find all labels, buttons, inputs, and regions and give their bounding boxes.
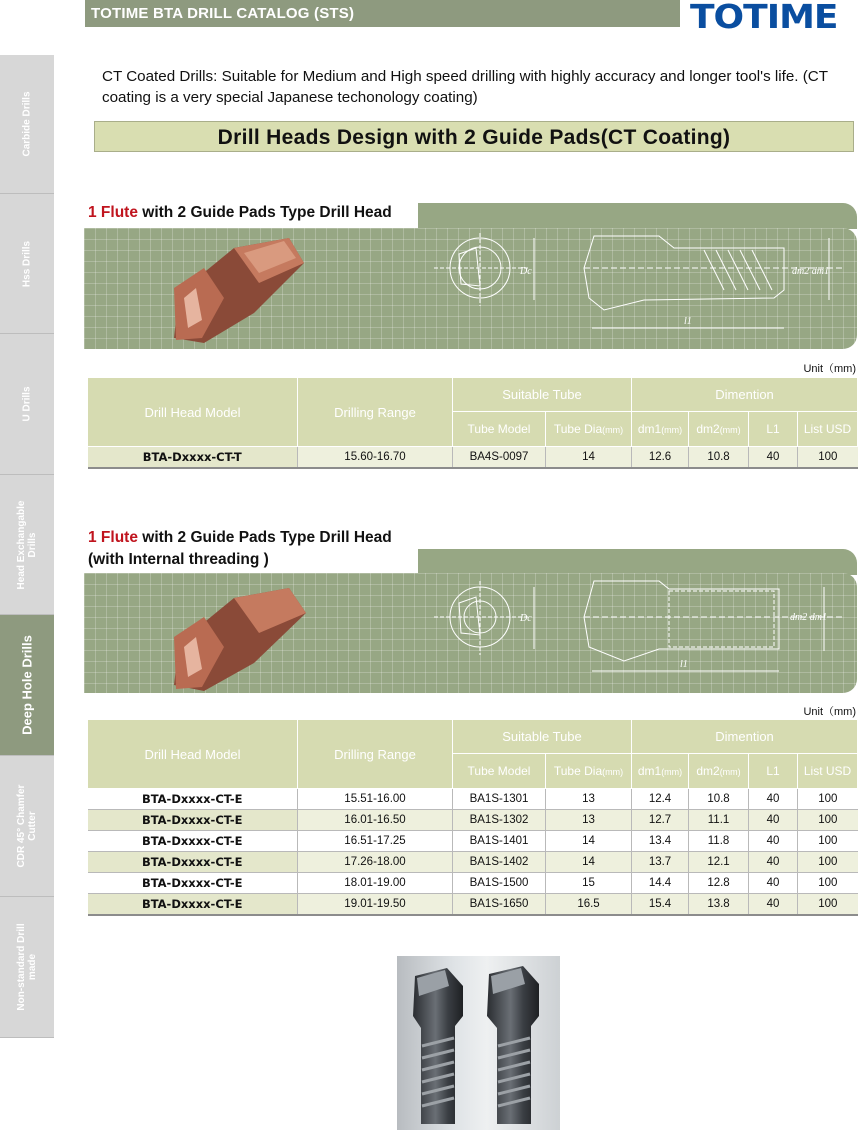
front-view-icon bbox=[434, 581, 534, 655]
cell-model: BTA-Dxxxx-CT-E bbox=[88, 810, 298, 831]
banner-text: Drill Heads Design with 2 Guide Pads(CT Coating) bbox=[217, 126, 731, 149]
section2-title bbox=[88, 527, 392, 571]
intro-text: CT Coated Drills: Suitable for Medium and High speed drilling with highly accuracy and longer tool's life. (CT coating is a very special Japanese techonology coating) bbox=[102, 68, 828, 106]
cell-dm2: 12.1 bbox=[689, 852, 749, 873]
cell-range: 19.01-19.50 bbox=[298, 894, 453, 916]
cell-l1: 40 bbox=[749, 810, 798, 831]
dim-l1: l1 bbox=[680, 659, 688, 670]
sidebar-tab-deep-hole-drills[interactable] bbox=[0, 615, 54, 756]
catalog-title-bar bbox=[85, 0, 680, 27]
cell-tube-dia: 14 bbox=[546, 852, 632, 873]
table-row bbox=[88, 831, 858, 852]
section-banner bbox=[94, 121, 854, 152]
th-model: Drill Head Model bbox=[88, 720, 298, 789]
th-tube-dia: Tube Dia(mm) bbox=[546, 754, 632, 789]
cell-tube-dia: 13 bbox=[546, 810, 632, 831]
unit-label-2: Unit（mm) bbox=[803, 706, 856, 718]
cell-dm2: 12.8 bbox=[689, 873, 749, 894]
cell-model: BTA-Dxxxx-CT-E bbox=[88, 852, 298, 873]
cell-tube-model: BA1S-1500 bbox=[453, 873, 546, 894]
table-row bbox=[88, 447, 858, 469]
cell-tube-dia: 14 bbox=[546, 831, 632, 852]
cell-range: 18.01-19.00 bbox=[298, 873, 453, 894]
cell-l1: 40 bbox=[749, 831, 798, 852]
cell-dm1: 14.4 bbox=[632, 873, 689, 894]
th-tube: Suitable Tube bbox=[453, 378, 632, 412]
totime-logo: TOTIME bbox=[690, 0, 838, 37]
sidebar-tab-label: Head Exchangable Drills bbox=[16, 500, 38, 589]
drill-head-drawing-1 bbox=[84, 228, 857, 349]
cell-l1: 40 bbox=[749, 447, 798, 469]
th-model: Drill Head Model bbox=[88, 378, 298, 447]
cell-dm1: 15.4 bbox=[632, 894, 689, 916]
front-view-icon bbox=[434, 233, 534, 306]
dim-dm: dm2 dm1 bbox=[792, 266, 829, 277]
panel-tab-shape bbox=[418, 549, 857, 575]
sidebar-tab-carbide-drills[interactable] bbox=[0, 55, 54, 194]
th-list-usd: List USD bbox=[798, 754, 858, 789]
sidebar-tab-label: Carbide Drills bbox=[21, 91, 33, 157]
cell-range: 17.26-18.00 bbox=[298, 852, 453, 873]
cell-model: BTA-Dxxxx-CT-E bbox=[88, 789, 298, 810]
cell-dm2: 11.8 bbox=[689, 831, 749, 852]
drill-heads-photo bbox=[397, 956, 560, 1130]
th-dimention: Dimention bbox=[632, 720, 858, 754]
cell-tube-dia: 14 bbox=[546, 447, 632, 469]
cell-dm2: 10.8 bbox=[689, 447, 749, 469]
th-l1: L1 bbox=[749, 754, 798, 789]
spec-table-1 bbox=[87, 377, 858, 469]
sidebar-tab-cdr-chamfer-cutter[interactable] bbox=[0, 756, 54, 897]
drill-head-render-icon bbox=[174, 238, 304, 343]
cell-l1: 40 bbox=[749, 852, 798, 873]
dim-l1: l1 bbox=[684, 316, 692, 327]
dim-dm: dm2 dm1 bbox=[790, 612, 827, 623]
title-flute: 1 Flute bbox=[88, 529, 138, 546]
cell-range: 15.60-16.70 bbox=[298, 447, 453, 469]
cell-dm1: 13.4 bbox=[632, 831, 689, 852]
cell-range: 15.51-16.00 bbox=[298, 789, 453, 810]
th-dm2: dm2(mm) bbox=[689, 412, 749, 447]
drill-head-drawing-2 bbox=[84, 573, 857, 693]
cell-dm2: 11.1 bbox=[689, 810, 749, 831]
sidebar-tab-label: Non-standard Drill made bbox=[16, 923, 38, 1011]
sidebar-tab-head-exchangable-drills[interactable] bbox=[0, 475, 54, 615]
cell-tube-dia: 15 bbox=[546, 873, 632, 894]
table-row bbox=[88, 894, 858, 916]
side-view-icon bbox=[584, 236, 844, 328]
cell-tube-model: BA1S-1402 bbox=[453, 852, 546, 873]
cell-dm1: 12.4 bbox=[632, 789, 689, 810]
cell-usd: 100 bbox=[798, 873, 858, 894]
sidebar-tab-label: CDR 45° Chamfer Cutter bbox=[16, 784, 38, 868]
drill-head-illustration-panel-1 bbox=[84, 228, 857, 349]
cell-tube-model: BA1S-1302 bbox=[453, 810, 546, 831]
th-dm2: dm2(mm) bbox=[689, 754, 749, 789]
cell-usd: 100 bbox=[798, 447, 858, 469]
cell-usd: 100 bbox=[798, 852, 858, 873]
title-line2: (with Internal threading ) bbox=[88, 551, 269, 568]
cell-dm1: 12.7 bbox=[632, 810, 689, 831]
table-row bbox=[88, 873, 858, 894]
th-list-usd: List USD bbox=[798, 412, 858, 447]
drill-heads-photo-icon bbox=[397, 956, 560, 1130]
panel-tab-shape bbox=[418, 203, 857, 229]
th-tube: Suitable Tube bbox=[453, 720, 632, 754]
cell-l1: 40 bbox=[749, 789, 798, 810]
cell-dm2: 13.8 bbox=[689, 894, 749, 916]
cell-dm2: 10.8 bbox=[689, 789, 749, 810]
cell-tube-dia: 13 bbox=[546, 789, 632, 810]
cell-tube-model: BA4S-0097 bbox=[453, 447, 546, 469]
cell-range: 16.51-17.25 bbox=[298, 831, 453, 852]
th-l1: L1 bbox=[749, 412, 798, 447]
drill-head-illustration-panel-2 bbox=[84, 573, 857, 693]
th-dimention: Dimention bbox=[632, 378, 858, 412]
dim-dc: Dc bbox=[520, 266, 532, 277]
sidebar-tab-hss-drills[interactable] bbox=[0, 194, 54, 334]
th-dm1: dm1(mm) bbox=[632, 412, 689, 447]
cell-usd: 100 bbox=[798, 831, 858, 852]
sidebar-tab-label: U Drills bbox=[21, 386, 33, 422]
spec-table-2 bbox=[87, 719, 858, 916]
dim-dc: Dc bbox=[520, 613, 532, 624]
table-row bbox=[88, 852, 858, 873]
catalog-title: TOTIME BTA DRILL CATALOG (STS) bbox=[91, 5, 355, 22]
title-flute: 1 Flute bbox=[88, 204, 138, 221]
cell-dm1: 12.6 bbox=[632, 447, 689, 469]
sidebar-tab-u-drills[interactable] bbox=[0, 334, 54, 475]
cell-tube-model: BA1S-1401 bbox=[453, 831, 546, 852]
cell-usd: 100 bbox=[798, 894, 858, 916]
cell-model: BTA-Dxxxx-CT-T bbox=[88, 447, 298, 469]
cell-l1: 40 bbox=[749, 894, 798, 916]
table-row bbox=[88, 810, 858, 831]
cell-model: BTA-Dxxxx-CT-E bbox=[88, 831, 298, 852]
title-rest: with 2 Guide Pads Type Drill Head bbox=[137, 529, 392, 546]
cell-model: BTA-Dxxxx-CT-E bbox=[88, 873, 298, 894]
cell-model: BTA-Dxxxx-CT-E bbox=[88, 894, 298, 916]
cell-tube-model: BA1S-1650 bbox=[453, 894, 546, 916]
unit-label-1: Unit（mm) bbox=[803, 363, 856, 375]
cell-tube-model: BA1S-1301 bbox=[453, 789, 546, 810]
section1-title bbox=[88, 202, 392, 224]
cell-usd: 100 bbox=[798, 789, 858, 810]
title-rest: with 2 Guide Pads Type Drill Head bbox=[137, 204, 392, 221]
th-tube-dia: Tube Dia(mm) bbox=[546, 412, 632, 447]
cell-l1: 40 bbox=[749, 873, 798, 894]
cell-usd: 100 bbox=[798, 810, 858, 831]
th-range: Drilling Range bbox=[298, 378, 453, 447]
th-tube-model: Tube Model bbox=[453, 412, 546, 447]
drill-head-render-icon bbox=[174, 588, 306, 691]
cell-dm1: 13.7 bbox=[632, 852, 689, 873]
cell-range: 16.01-16.50 bbox=[298, 810, 453, 831]
side-view-icon bbox=[584, 581, 844, 671]
th-range: Drilling Range bbox=[298, 720, 453, 789]
th-dm1: dm1(mm) bbox=[632, 754, 689, 789]
sidebar-tab-label: Deep Hole Drills bbox=[19, 635, 35, 735]
sidebar-tab-non-standard[interactable] bbox=[0, 897, 54, 1038]
table-row bbox=[88, 789, 858, 810]
cell-tube-dia: 16.5 bbox=[546, 894, 632, 916]
sidebar-tab-label: Hss Drills bbox=[21, 240, 33, 287]
th-tube-model: Tube Model bbox=[453, 754, 546, 789]
